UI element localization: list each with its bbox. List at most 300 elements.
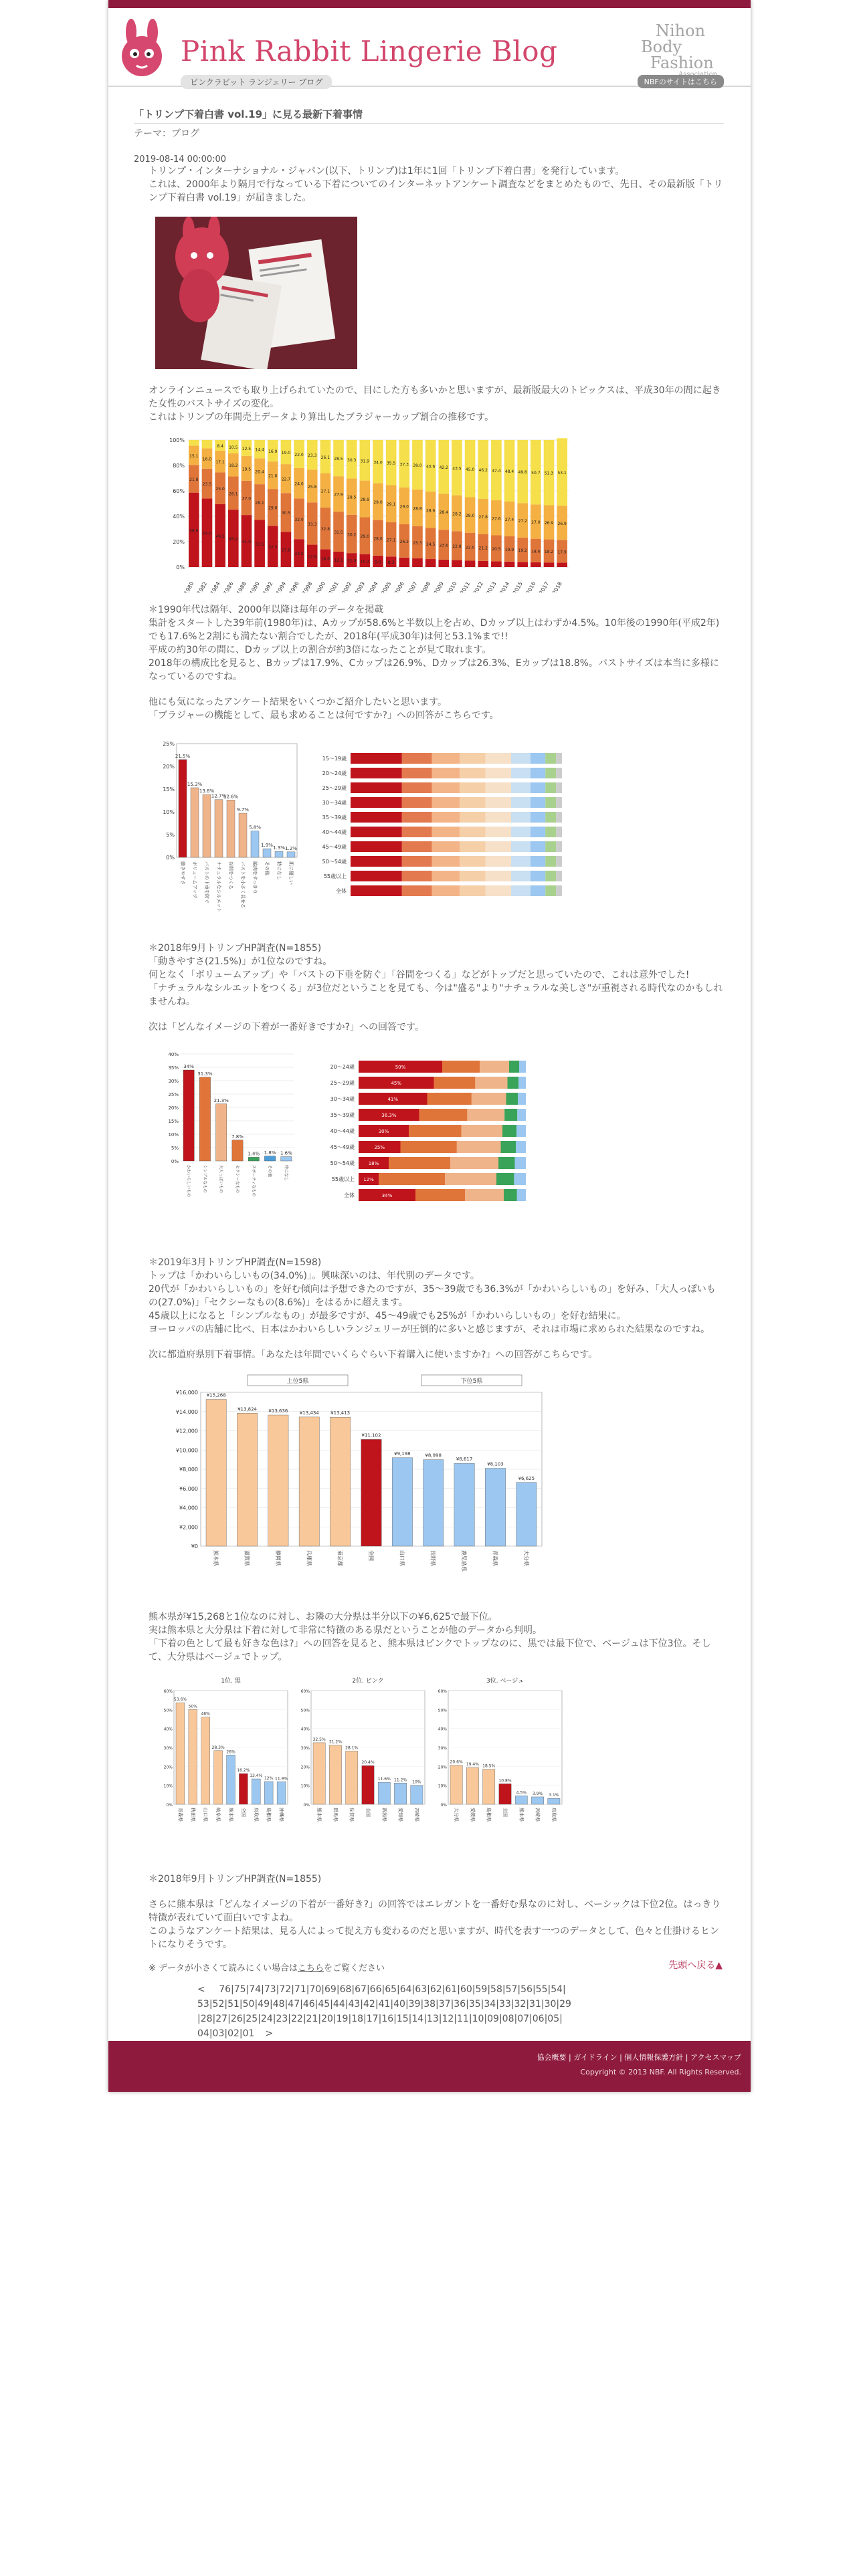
footer-link-privacy[interactable]: 個人情報保護方針 xyxy=(624,2053,684,2062)
table-segment xyxy=(460,871,485,881)
pager-page[interactable]: 16 xyxy=(381,2014,394,2024)
age-group-label: 45〜49歳 xyxy=(330,1144,355,1150)
x-tick-label: バストを小さく見せる xyxy=(240,861,246,908)
blog-subtitle: ピンクラビット ランジェリー ブログ xyxy=(181,75,332,89)
data-label: 45.2 xyxy=(229,537,238,542)
pager-separator: | xyxy=(321,1984,325,1995)
data-label: 50.7 xyxy=(531,471,541,476)
pager-separator: | xyxy=(306,1984,310,1995)
pager-page[interactable]: 39 xyxy=(408,1999,421,2010)
x-tick-label: 山口県 xyxy=(399,1550,405,1566)
table-segment xyxy=(511,768,531,778)
pager-page[interactable]: 28 xyxy=(200,2014,213,2024)
pager-page[interactable]: 26 xyxy=(230,2014,243,2024)
table-segment xyxy=(389,1157,450,1169)
x-tick-label: 全国 xyxy=(368,1550,374,1561)
pager-page[interactable]: 41 xyxy=(378,1999,391,2010)
x-tick-label: 山口県 xyxy=(203,1808,209,1822)
bar xyxy=(361,1439,381,1546)
pager-separator: | xyxy=(411,1984,415,1995)
bar xyxy=(199,1077,210,1161)
data-label: 49.6 xyxy=(518,470,527,475)
pager-page[interactable]: 14 xyxy=(411,2014,424,2024)
group-label: 上位5県 xyxy=(286,1378,309,1385)
table-segment xyxy=(556,827,562,837)
data-label: 50% xyxy=(188,1704,198,1709)
pager-page[interactable]: 70 xyxy=(309,1984,322,1995)
paragraph: さらに熊本県は「どんなイメージの下着が一番好き?」の回答ではエレガントを一番好む県なのに対し、ベーシックは下位2位。はっきり特徴が表れていて面白いですよね。 xyxy=(149,1899,721,1923)
pager-page[interactable]: 66 xyxy=(369,1984,382,1995)
table-segment xyxy=(445,1173,496,1185)
pager-page[interactable]: 72 xyxy=(279,1984,292,1995)
data-label: 34.0 xyxy=(373,460,383,465)
pager-separator: | xyxy=(375,1999,379,2010)
data-label: 22.7 xyxy=(281,477,291,482)
paragraph: ヨーロッパの店舗に比べ、日本はかわいらしいランジェリーが圧倒的に多いと感じますが、それは市場に求められた結果なのですね。 xyxy=(149,1324,710,1335)
pager-separator: | xyxy=(532,1984,536,1995)
pager-separator: | xyxy=(360,1999,364,2010)
pager-page[interactable]: 18 xyxy=(351,2014,364,2024)
pager-page[interactable]: 35 xyxy=(468,1999,481,2010)
data-label: 17.6 xyxy=(308,554,317,560)
data-label: 28.0 xyxy=(465,514,475,519)
pager-page[interactable]: 45 xyxy=(318,1999,330,2010)
table-segment xyxy=(531,782,545,793)
bar-segment xyxy=(531,562,541,567)
age-group-label: 15〜19歳 xyxy=(322,756,347,762)
bar xyxy=(466,1767,478,1804)
pager-page[interactable]: 54 xyxy=(551,1984,563,1995)
pager-page[interactable]: 50 xyxy=(242,1999,255,2010)
pager-page[interactable]: 64 xyxy=(399,1984,412,1995)
pager-page[interactable]: 51 xyxy=(227,1999,240,2010)
pager-page[interactable]: 61 xyxy=(445,1984,458,1995)
data-label: 27.0 xyxy=(531,520,541,525)
pink-rabbit-logo[interactable] xyxy=(114,17,170,84)
data-label: 41.0 xyxy=(242,540,252,545)
x-tick-label: 2008 xyxy=(419,580,432,593)
pager-page[interactable]: 30 xyxy=(544,1999,557,2010)
table-segment xyxy=(531,797,545,808)
data-label: 1.6% xyxy=(280,1150,292,1156)
y-tick-label: 20% xyxy=(163,764,175,770)
pager-page[interactable]: 27 xyxy=(215,2014,228,2024)
data-label: 58.6 xyxy=(189,528,199,534)
post-date: 2019-08-14 00:00:00 xyxy=(134,154,227,165)
pager-separator: | xyxy=(197,2014,201,2024)
data-label: 5.8% xyxy=(249,825,261,831)
x-tick-label: 2002 xyxy=(341,580,353,593)
whitepaper-photo xyxy=(155,217,357,369)
pager-page[interactable]: 71 xyxy=(294,1984,306,1995)
x-tick-label: 特になし xyxy=(276,861,282,880)
data-label: ¥11,102 xyxy=(361,1432,381,1438)
age-group-label: 55歳以上 xyxy=(331,1176,355,1182)
pager-separator: | xyxy=(502,1984,506,1995)
table-segment xyxy=(465,1189,504,1201)
table-segment xyxy=(545,856,556,867)
table-segment xyxy=(402,885,432,896)
pager-page[interactable]: 04 xyxy=(197,2028,209,2039)
y-tick-label: 35% xyxy=(168,1065,179,1071)
x-tick-label: 2009 xyxy=(433,580,446,593)
note-suffix: をご覧ください xyxy=(324,1963,385,1973)
y-tick-label: 15% xyxy=(163,786,175,792)
y-tick-label: 20% xyxy=(438,1765,447,1770)
data-label: 28.1% xyxy=(345,1745,359,1751)
pager-page[interactable]: 10 xyxy=(472,2014,484,2024)
pager-page[interactable]: 46 xyxy=(302,1999,315,2010)
data-label: 12.6% xyxy=(223,794,239,800)
pager-separator: | xyxy=(556,1999,560,2010)
pager-page[interactable]: 74 xyxy=(249,1984,262,1995)
data-label: 18% xyxy=(368,1161,379,1166)
bar xyxy=(232,1140,243,1161)
footer-link-access[interactable]: アクセスマップ xyxy=(690,2053,741,2062)
pager-page[interactable]: 36 xyxy=(454,1999,466,2010)
pager-page[interactable]: 48 xyxy=(272,1999,285,2010)
pager-page[interactable]: 60 xyxy=(460,1984,472,1995)
bar-segment xyxy=(425,559,436,567)
data-label: 35.5 xyxy=(386,461,396,466)
data-label: 31.5 xyxy=(334,530,343,536)
pager-page[interactable]: 52 xyxy=(212,1999,225,2010)
bar xyxy=(214,1751,223,1804)
pager-page[interactable]: 38 xyxy=(423,1999,436,2010)
table-segment xyxy=(402,856,432,867)
table-segment xyxy=(531,885,545,896)
data-label: 41% xyxy=(387,1097,399,1102)
pager-separator: | xyxy=(351,1984,355,1995)
table-segment xyxy=(515,1157,526,1169)
pager-separator: | xyxy=(242,2014,246,2024)
footer-link-guideline[interactable]: ガイドライン xyxy=(573,2053,617,2062)
x-tick-label: 谷間をつくる xyxy=(228,861,233,889)
pager-page[interactable]: 47 xyxy=(288,1999,300,2010)
bar-segment xyxy=(202,440,213,448)
pager-page[interactable]: 34 xyxy=(484,1999,496,2010)
paragraph: 次は「どんなイメージの下着が一番好きですか?」への回答です。 xyxy=(149,1022,424,1033)
data-label: 10.2 xyxy=(360,559,370,564)
x-tick-label: その他 xyxy=(264,861,270,875)
nbf-logo-line: Body xyxy=(641,37,682,56)
pager-page[interactable]: 20 xyxy=(321,2014,333,2024)
data-label: 19.9 xyxy=(504,547,514,552)
cup-size-trend-chart xyxy=(161,435,575,593)
data-label: 32.5% xyxy=(312,1737,326,1742)
data-label: 28.5 xyxy=(347,495,357,500)
data-label: 48.4 xyxy=(504,469,514,474)
y-tick-label: 5% xyxy=(171,1146,179,1151)
y-tick-label: 30% xyxy=(438,1746,447,1751)
x-tick-label: 岐阜県 xyxy=(215,1808,221,1822)
data-label: 24.0 xyxy=(294,481,304,487)
pager-separator: | xyxy=(393,2014,397,2024)
table-segment xyxy=(351,885,402,896)
data-label: 29.1 xyxy=(386,502,396,508)
table-segment xyxy=(516,1141,526,1153)
x-tick-label: 1986 xyxy=(222,580,235,593)
data-label: 1.4% xyxy=(248,1151,260,1157)
pager-page[interactable]: 33 xyxy=(498,1999,511,2010)
pager-separator: | xyxy=(227,2014,231,2024)
bar xyxy=(183,1070,194,1161)
data-label: 37.1 xyxy=(255,542,264,547)
bar xyxy=(483,1769,495,1804)
data-label: 11.2% xyxy=(394,1778,407,1783)
table-segment xyxy=(556,768,562,778)
table-segment xyxy=(545,812,556,823)
x-tick-label: 2018 xyxy=(551,580,563,593)
pager-separator: | xyxy=(529,2014,533,2024)
data-label: 25.0 xyxy=(215,487,225,492)
x-tick-label: ナチュラルなシルエット xyxy=(216,861,221,913)
pager-page[interactable]: 69 xyxy=(324,1984,337,1995)
pager-page[interactable]: 29 xyxy=(559,1999,571,2010)
bar xyxy=(378,1782,390,1804)
favorite-image-chart xyxy=(161,1045,575,1245)
data-label: ¥15,268 xyxy=(206,1392,226,1398)
data-label: 47.4 xyxy=(492,469,501,474)
pager-separator: | xyxy=(487,1984,491,1995)
data-label: 28.4 xyxy=(439,510,448,516)
pager-page[interactable]: 63 xyxy=(415,1984,427,1995)
pager-page[interactable]: 75 xyxy=(233,1984,246,1995)
table-segment xyxy=(432,885,460,896)
pager-page[interactable]: 07 xyxy=(517,2014,530,2024)
y-tick-label: 20% xyxy=(168,1105,179,1111)
pager-separator: | xyxy=(559,2014,563,2024)
pager-separator: | xyxy=(314,1999,318,2010)
table-segment xyxy=(460,827,485,837)
pager-separator: | xyxy=(224,2028,228,2039)
age-group-label: 50〜54歳 xyxy=(330,1160,355,1166)
pager-page[interactable]: 11 xyxy=(457,2014,469,2024)
pager-page[interactable]: 57 xyxy=(505,1984,518,1995)
table-segment xyxy=(480,1061,509,1073)
data-label: 12.1 xyxy=(334,558,343,563)
data-label: 45% xyxy=(391,1081,402,1086)
bar xyxy=(268,1415,288,1546)
table-segment xyxy=(514,1173,526,1185)
data-label: 30.2 xyxy=(347,532,357,538)
pager-page[interactable]: 73 xyxy=(264,1984,276,1995)
data-label: 27.8 xyxy=(281,548,291,553)
pager-separator: | xyxy=(480,1999,484,2010)
y-tick-label: 10% xyxy=(438,1784,447,1789)
nbf-site-button[interactable]: NBFのサイトはこちら xyxy=(638,75,724,88)
paragraph: ＊2018年9月トリンプHP調査(N=1855) xyxy=(149,1874,322,1885)
pager-page[interactable]: 12 xyxy=(442,2014,454,2024)
data-label: 40.6 xyxy=(425,464,436,469)
theme-link[interactable]: ブログ xyxy=(171,128,199,139)
pager-page[interactable]: 02 xyxy=(227,2028,240,2039)
y-tick-label: 60% xyxy=(438,1689,447,1694)
pager-page[interactable]: 37 xyxy=(438,1999,451,2010)
data-label: ¥8,998 xyxy=(425,1453,442,1459)
pager-page[interactable]: 58 xyxy=(490,1984,502,1995)
y-tick-label: 40% xyxy=(163,1727,173,1732)
pager-page[interactable]: 06 xyxy=(532,2014,545,2024)
pager-page[interactable]: 22 xyxy=(291,2014,303,2024)
x-tick-label: 佐賀県 xyxy=(349,1808,355,1822)
pager-page[interactable]: 09 xyxy=(487,2014,499,2024)
pager-page[interactable]: 56 xyxy=(520,1984,533,1995)
pager-page[interactable]: 68 xyxy=(339,1984,352,1995)
x-tick-label: 全国 xyxy=(240,1808,246,1817)
pager-page[interactable]: 43 xyxy=(348,1999,361,2010)
pager-page[interactable]: 24 xyxy=(260,2014,273,2024)
site-footer xyxy=(108,2041,751,2092)
bar xyxy=(239,813,247,857)
pager-page[interactable]: 03 xyxy=(212,2028,225,2039)
y-tick-label: 0% xyxy=(171,1159,179,1164)
table-segment xyxy=(351,768,402,778)
data-label: 32.8 xyxy=(320,527,330,532)
data-label: 3.1% xyxy=(549,1793,559,1798)
pager-page[interactable]: 55 xyxy=(535,1984,548,1995)
note-link[interactable]: こちら xyxy=(298,1963,324,1973)
pager-page[interactable]: 49 xyxy=(258,1999,270,2010)
x-tick-label: 熊本県 xyxy=(228,1808,233,1822)
pager-page[interactable]: 67 xyxy=(355,1984,367,1995)
pager-page[interactable]: 31 xyxy=(529,1999,541,2010)
pager-page[interactable]: 13 xyxy=(426,2014,439,2024)
data-label: 16.2% xyxy=(237,1768,250,1774)
data-label: 13.4% xyxy=(250,1774,263,1779)
table-segment xyxy=(460,856,485,867)
pager-page[interactable]: 23 xyxy=(276,2014,288,2024)
data-label: 13.8% xyxy=(199,788,215,794)
y-tick-label: 0% xyxy=(166,855,175,861)
pager-page[interactable]: 17 xyxy=(366,2014,379,2024)
pager-page[interactable]: 42 xyxy=(363,1999,375,2010)
bar xyxy=(281,1157,292,1161)
pager-separator: | xyxy=(246,1984,250,1995)
post-theme xyxy=(134,126,724,140)
pager-page[interactable]: 05 xyxy=(547,2014,560,2024)
data-label: 25.8 xyxy=(308,484,317,490)
data-label: 18.6 xyxy=(531,549,541,554)
x-tick-label: シンプルなもの xyxy=(202,1165,207,1193)
y-tick-label: 0% xyxy=(166,1803,173,1808)
x-tick-label: 1996 xyxy=(288,580,300,593)
table-segment xyxy=(462,1125,502,1137)
table-segment xyxy=(556,753,562,764)
pager-page[interactable]: 01 xyxy=(242,2028,255,2039)
pager-page[interactable]: 19 xyxy=(336,2014,349,2024)
pager-page[interactable]: 32 xyxy=(514,1999,527,2010)
y-tick-label: 50% xyxy=(438,1708,447,1713)
panel-title: 1位. 黒 xyxy=(221,1678,241,1685)
pager-separator: | xyxy=(258,2014,261,2024)
data-label: 43.5 xyxy=(452,466,462,471)
data-label: 1.2% xyxy=(285,845,297,851)
y-tick-label: ¥14,000 xyxy=(175,1408,198,1415)
bar xyxy=(264,1782,273,1804)
x-tick-label: 宮崎県 xyxy=(535,1808,541,1822)
pager-separator: | xyxy=(239,1999,243,2010)
table-segment xyxy=(545,768,556,778)
table-segment xyxy=(486,856,511,867)
bar xyxy=(176,1703,185,1804)
pager-page[interactable]: 25 xyxy=(246,2014,258,2024)
y-tick-label: 10% xyxy=(163,1784,173,1789)
bar xyxy=(450,1765,462,1804)
table-segment xyxy=(511,885,531,896)
pager-separator: | xyxy=(541,1999,545,2010)
table-segment xyxy=(486,841,511,852)
table-segment xyxy=(531,871,545,881)
pager-page[interactable]: 15 xyxy=(396,2014,409,2024)
pager-page[interactable]: 53 xyxy=(197,1999,209,2010)
bar xyxy=(216,1104,227,1161)
data-label: 42.2 xyxy=(439,465,448,471)
pager-page[interactable]: 21 xyxy=(306,2014,318,2024)
age-group-label: 35〜39歳 xyxy=(322,815,347,821)
paragraph: 「下着の色として最も好きな色は?」への回答を見ると、熊本県はピンクでトップなのに、黒では最下位で、ベージュは下位3位。そして、大分県はベージュでトップ。 xyxy=(149,1638,711,1662)
pager-separator: | xyxy=(436,1999,439,2010)
bar xyxy=(287,852,295,857)
paragraph: 集計をスタートした39年前(1980年)は、Aカップが58.6%と半数以上を占め、Dカップ以上はわずか4.5%。10年後の1990年(平成2年)でも17.6%と2割にも満たない割合でしたが、2018年(平成30年)は何と53.1%まで!! xyxy=(149,618,720,642)
pager-page[interactable]: 59 xyxy=(475,1984,488,1995)
table-segment xyxy=(531,841,545,852)
paragraph: 次に都道府県別下着事情。「あなたは年間でいくらぐらい下着購入に使いますか?」への回答がこちらです。 xyxy=(149,1350,598,1360)
bar xyxy=(548,1798,560,1804)
table-segment xyxy=(460,812,485,823)
prefecture-spending-chart xyxy=(161,1372,555,1600)
data-label: 28.9 xyxy=(360,498,370,503)
pager-page[interactable]: 65 xyxy=(385,1984,397,1995)
blog-title[interactable]: Pink Rabbit Lingerie Blog xyxy=(181,35,558,68)
data-label: 12% xyxy=(264,1776,274,1781)
back-to-top-link[interactable]: 先頭へ戻る▲ xyxy=(668,1960,723,1971)
group-label: 下位5県 xyxy=(460,1378,483,1385)
data-label: 30% xyxy=(378,1129,389,1134)
x-tick-label: セクシーなもの xyxy=(235,1165,240,1194)
nbf-logo[interactable] xyxy=(638,23,727,79)
paragraph: 実は熊本県と大分県は下着に対して非常に特徴のある県だということが他のデータから判明。 xyxy=(149,1625,542,1636)
pager-separator: | xyxy=(468,2014,472,2024)
pager-prev[interactable]: < xyxy=(197,1984,205,1995)
x-tick-label: 2005 xyxy=(380,580,393,593)
table-segment xyxy=(496,1173,514,1185)
pager-page[interactable]: 62 xyxy=(430,1984,442,1995)
data-label: 17.1 xyxy=(215,460,225,465)
y-tick-label: 5% xyxy=(166,832,175,838)
table-segment xyxy=(432,768,460,778)
pager-page[interactable]: 08 xyxy=(502,2014,514,2024)
pager-next[interactable]: > xyxy=(265,2028,274,2039)
table-segment xyxy=(402,827,432,837)
x-tick-label: 2014 xyxy=(498,580,511,593)
table-segment xyxy=(501,1141,516,1153)
pager-page[interactable]: 44 xyxy=(332,1999,345,2010)
x-tick-label: 滋賀県 xyxy=(244,1550,250,1566)
pager-separator: | xyxy=(510,1999,514,2010)
data-label: 30.5 xyxy=(281,511,291,516)
y-tick-label: 20% xyxy=(163,1765,173,1770)
table-segment xyxy=(472,1093,506,1105)
bar-segment xyxy=(452,560,462,567)
x-tick-label: 2017 xyxy=(538,580,551,593)
pager-separator: | xyxy=(231,1984,234,1995)
footer-link-about[interactable]: 協会概要 xyxy=(537,2053,567,2062)
y-tick-label: ¥16,000 xyxy=(175,1390,198,1396)
pager-page[interactable]: 76 xyxy=(219,1984,231,1995)
pager-page[interactable]: 40 xyxy=(393,1999,405,2010)
y-tick-label: 15% xyxy=(168,1119,179,1124)
